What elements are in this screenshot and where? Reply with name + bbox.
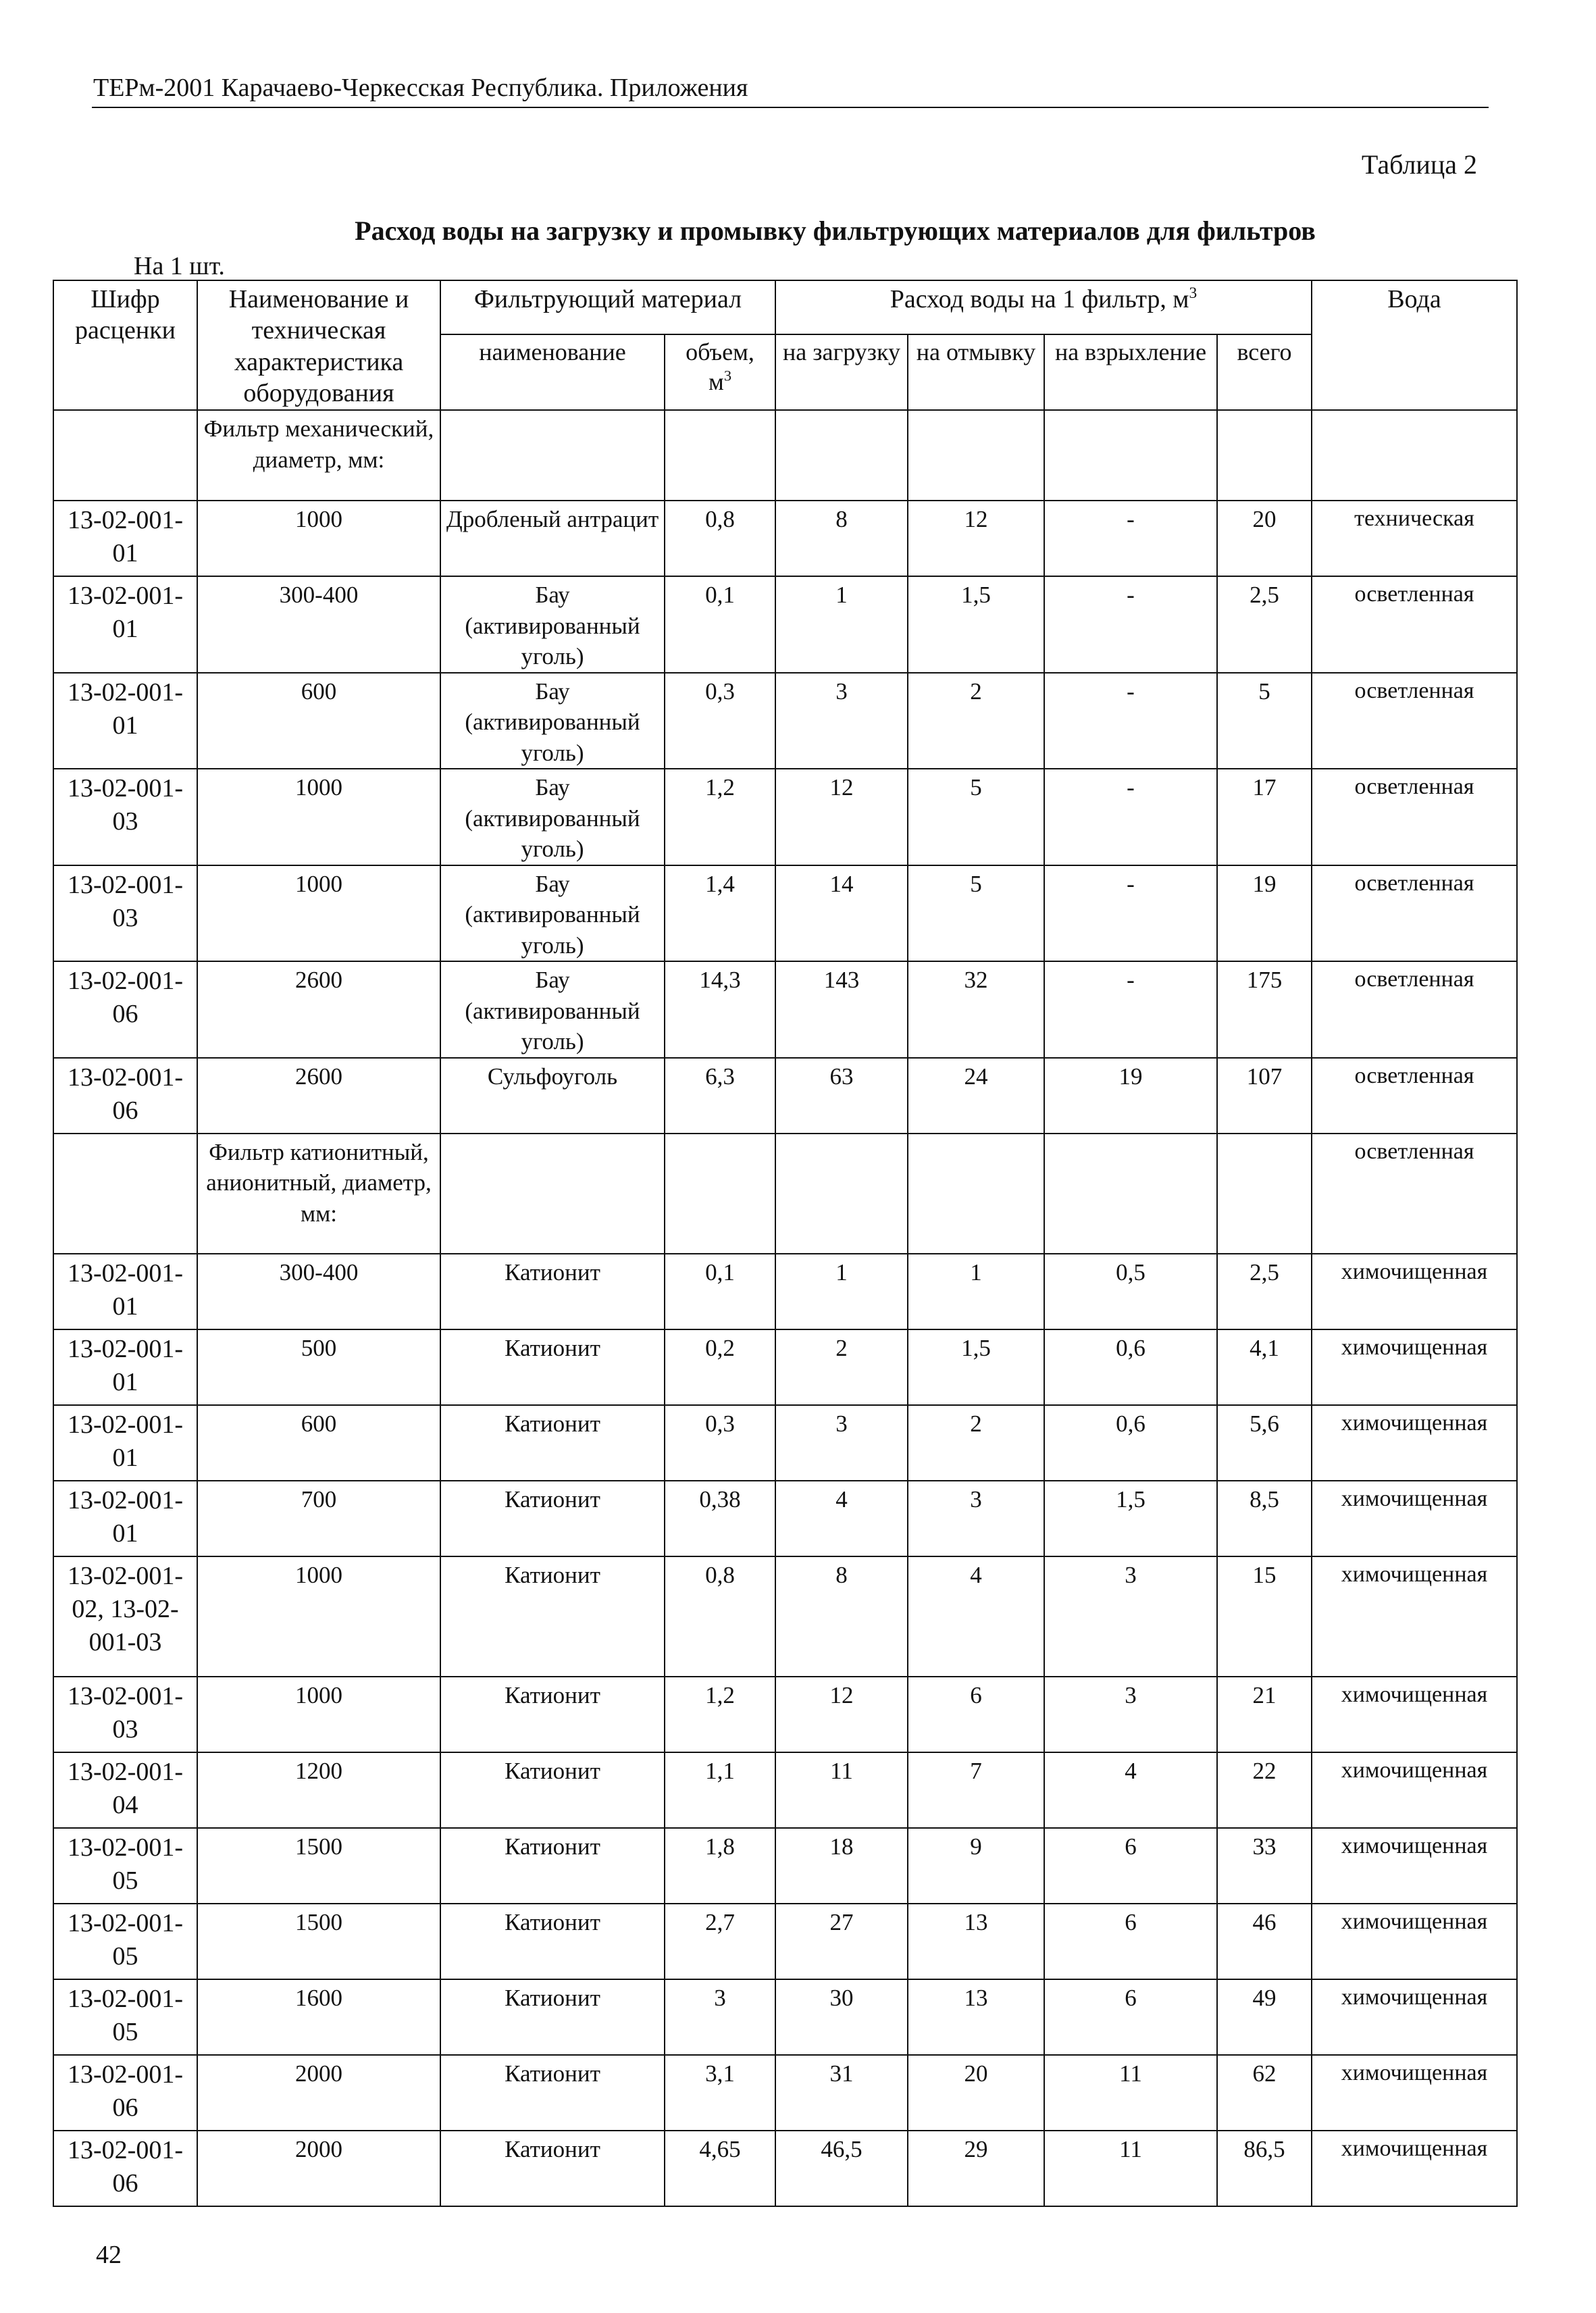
cell-loosen: 1,5 xyxy=(1044,1481,1217,1556)
cell-code: 13-02-001-01 xyxy=(53,673,197,769)
cell-material: Катионит xyxy=(440,2055,665,2131)
cell-load: 3 xyxy=(775,1405,908,1481)
cell-total: 5 xyxy=(1217,673,1312,769)
cell-load: 14 xyxy=(775,865,908,962)
table-row xyxy=(53,1134,1517,1254)
cell-load: 3 xyxy=(775,673,908,769)
cell-total: 22 xyxy=(1217,1752,1312,1828)
cell-volume: 0,8 xyxy=(665,501,775,576)
cell-water: техническая xyxy=(1312,501,1517,576)
cell-water: осветленная xyxy=(1312,865,1517,962)
cell-wash: 32 xyxy=(908,961,1044,1058)
cell-code: 13-02-001-05 xyxy=(53,1904,197,1979)
col-header-loosen: на взрыхление xyxy=(1044,334,1217,410)
cell-wash: 13 xyxy=(908,1979,1044,2055)
cell-wash: 24 xyxy=(908,1058,1044,1134)
cell-equipment: 1200 xyxy=(197,1752,440,1828)
cell-volume: 3,1 xyxy=(665,2055,775,2131)
cell-total: 62 xyxy=(1217,2055,1312,2131)
cell-total: 49 xyxy=(1217,1979,1312,2055)
cell-water: осветленная xyxy=(1312,769,1517,865)
cell-loosen: 0,6 xyxy=(1044,1329,1217,1405)
table-row xyxy=(53,501,1517,576)
cell-load: 12 xyxy=(775,1677,908,1752)
table-row xyxy=(53,1329,1517,1405)
table-row xyxy=(53,1828,1517,1904)
cell-wash xyxy=(908,1134,1044,1254)
cell-equipment: 1000 xyxy=(197,501,440,576)
table-title: Расход воды на загрузку и промывку фильтрующих материалов для фильтров xyxy=(355,215,1316,246)
cell-volume: 0,8 xyxy=(665,1556,775,1677)
cell-volume: 0,3 xyxy=(665,673,775,769)
cell-code: 13-02-001-01 xyxy=(53,1254,197,1329)
cell-load: 31 xyxy=(775,2055,908,2131)
cell-water xyxy=(1312,410,1517,501)
cell-material: Катионит xyxy=(440,1481,665,1556)
cell-equipment: 1000 xyxy=(197,1677,440,1752)
cell-volume: 0,2 xyxy=(665,1329,775,1405)
cell-water: осветленная xyxy=(1312,1058,1517,1134)
cell-code: 13-02-001-01 xyxy=(53,1329,197,1405)
table-row xyxy=(53,769,1517,865)
page-header: ТЕРм-2001 Карачаево-Черкесская Республика. Приложения xyxy=(93,74,748,102)
cell-loosen: - xyxy=(1044,501,1217,576)
table-row xyxy=(53,1677,1517,1752)
cell-code: 13-02-001-01 xyxy=(53,1481,197,1556)
cell-code xyxy=(53,1134,197,1254)
cell-load: 143 xyxy=(775,961,908,1058)
cell-water: химочищенная xyxy=(1312,1979,1517,2055)
cell-total: 17 xyxy=(1217,769,1312,865)
cell-water: осветленная xyxy=(1312,1134,1517,1254)
cell-code: 13-02-001-06 xyxy=(53,2131,197,2206)
table-row xyxy=(53,961,1517,1058)
cell-volume: 1,1 xyxy=(665,1752,775,1828)
header-rule xyxy=(92,107,1489,108)
cell-loosen: 0,5 xyxy=(1044,1254,1217,1329)
cell-wash: 6 xyxy=(908,1677,1044,1752)
cell-wash xyxy=(908,410,1044,501)
water-consumption-table xyxy=(53,280,1518,2207)
cell-volume: 0,1 xyxy=(665,576,775,673)
cell-load: 4 xyxy=(775,1481,908,1556)
cell-total: 4,1 xyxy=(1217,1329,1312,1405)
cell-water: осветленная xyxy=(1312,961,1517,1058)
cell-water: осветленная xyxy=(1312,673,1517,769)
cell-load: 27 xyxy=(775,1904,908,1979)
cell-water: осветленная xyxy=(1312,576,1517,673)
cell-equipment: 1600 xyxy=(197,1979,440,2055)
cell-material: Бау (активированный уголь) xyxy=(440,673,665,769)
cell-volume: 0,1 xyxy=(665,1254,775,1329)
table-row xyxy=(53,410,1517,501)
cell-equipment: Фильтр механический, диаметр, мм: xyxy=(197,410,440,501)
cell-wash: 4 xyxy=(908,1556,1044,1677)
cell-equipment: 700 xyxy=(197,1481,440,1556)
cell-total xyxy=(1217,410,1312,501)
cell-loosen: - xyxy=(1044,769,1217,865)
cell-volume: 2,7 xyxy=(665,1904,775,1979)
cell-material: Бау (активированный уголь) xyxy=(440,865,665,962)
cell-load xyxy=(775,410,908,501)
cell-total: 20 xyxy=(1217,501,1312,576)
cell-equipment: 2000 xyxy=(197,2131,440,2206)
cell-volume: 14,3 xyxy=(665,961,775,1058)
cell-loosen: 0,6 xyxy=(1044,1405,1217,1481)
cell-equipment: 300-400 xyxy=(197,576,440,673)
cell-code: 13-02-001-02, 13-02-001-03 xyxy=(53,1556,197,1677)
cell-loosen: 19 xyxy=(1044,1058,1217,1134)
cell-water: химочищенная xyxy=(1312,1481,1517,1556)
cell-material: Катионит xyxy=(440,1752,665,1828)
cell-equipment: Фильтр катионитный, анионитный, диаметр, мм: xyxy=(197,1134,440,1254)
cell-code: 13-02-001-01 xyxy=(53,576,197,673)
cell-equipment: 600 xyxy=(197,1405,440,1481)
col-header-load: на загрузку xyxy=(775,334,908,410)
cell-volume: 1,4 xyxy=(665,865,775,962)
cell-code: 13-02-001-04 xyxy=(53,1752,197,1828)
table-row xyxy=(53,1058,1517,1134)
cell-volume: 4,65 xyxy=(665,2131,775,2206)
cell-volume: 1,8 xyxy=(665,1828,775,1904)
table-row xyxy=(53,1481,1517,1556)
cell-material: Сульфоуголь xyxy=(440,1058,665,1134)
cell-total xyxy=(1217,1134,1312,1254)
cell-wash: 2 xyxy=(908,673,1044,769)
cell-total: 15 xyxy=(1217,1556,1312,1677)
table-row xyxy=(53,2055,1517,2131)
cell-equipment: 1000 xyxy=(197,769,440,865)
cell-code: 13-02-001-05 xyxy=(53,1979,197,2055)
consumption-unit-sup: 3 xyxy=(1189,284,1198,302)
cell-total: 8,5 xyxy=(1217,1481,1312,1556)
cell-load: 63 xyxy=(775,1058,908,1134)
table-row xyxy=(53,576,1517,673)
cell-loosen: - xyxy=(1044,865,1217,962)
cell-load: 8 xyxy=(775,501,908,576)
cell-load: 12 xyxy=(775,769,908,865)
cell-equipment: 1500 xyxy=(197,1904,440,1979)
cell-load: 1 xyxy=(775,576,908,673)
cell-load: 1 xyxy=(775,1254,908,1329)
cell-code: 13-02-001-06 xyxy=(53,961,197,1058)
cell-loosen: 3 xyxy=(1044,1556,1217,1677)
cell-loosen: 4 xyxy=(1044,1752,1217,1828)
cell-equipment: 1500 xyxy=(197,1828,440,1904)
cell-wash: 13 xyxy=(908,1904,1044,1979)
cell-loosen: - xyxy=(1044,673,1217,769)
cell-code xyxy=(53,410,197,501)
cell-wash: 5 xyxy=(908,769,1044,865)
cell-total: 175 xyxy=(1217,961,1312,1058)
cell-loosen: 11 xyxy=(1044,2131,1217,2206)
col-header-water: Вода xyxy=(1312,280,1517,410)
cell-water: химочищенная xyxy=(1312,1828,1517,1904)
cell-wash: 12 xyxy=(908,501,1044,576)
cell-load: 8 xyxy=(775,1556,908,1677)
cell-code: 13-02-001-01 xyxy=(53,1405,197,1481)
cell-total: 86,5 xyxy=(1217,2131,1312,2206)
cell-loosen xyxy=(1044,410,1217,501)
table-row xyxy=(53,1904,1517,1979)
table-row xyxy=(53,1556,1517,1677)
cell-wash: 1,5 xyxy=(908,576,1044,673)
cell-equipment: 1000 xyxy=(197,865,440,962)
col-header-equipment: Наименование и техническая характеристика оборудования xyxy=(197,280,440,410)
table-body xyxy=(53,410,1517,2206)
cell-equipment: 2600 xyxy=(197,1058,440,1134)
cell-material: Катионит xyxy=(440,1329,665,1405)
cell-material: Катионит xyxy=(440,1254,665,1329)
cell-load xyxy=(775,1134,908,1254)
table-row xyxy=(53,1979,1517,2055)
cell-load: 18 xyxy=(775,1828,908,1904)
cell-material: Катионит xyxy=(440,1904,665,1979)
cell-load: 46,5 xyxy=(775,2131,908,2206)
cell-water: химочищенная xyxy=(1312,1254,1517,1329)
cell-volume xyxy=(665,410,775,501)
table-row xyxy=(53,865,1517,962)
cell-loosen xyxy=(1044,1134,1217,1254)
cell-water: химочищенная xyxy=(1312,1677,1517,1752)
table-row xyxy=(53,1254,1517,1329)
cell-material: Катионит xyxy=(440,2131,665,2206)
cell-total: 2,5 xyxy=(1217,1254,1312,1329)
cell-total: 2,5 xyxy=(1217,576,1312,673)
cell-volume: 0,38 xyxy=(665,1481,775,1556)
cell-volume: 1,2 xyxy=(665,1677,775,1752)
col-header-material-volume xyxy=(665,334,775,410)
cell-water: химочищенная xyxy=(1312,1752,1517,1828)
cell-load: 30 xyxy=(775,1979,908,2055)
cell-loosen: - xyxy=(1044,961,1217,1058)
cell-wash: 1 xyxy=(908,1254,1044,1329)
cell-loosen: 6 xyxy=(1044,1904,1217,1979)
cell-loosen: - xyxy=(1044,576,1217,673)
cell-water: химочищенная xyxy=(1312,2055,1517,2131)
table-number: Таблица 2 xyxy=(1361,149,1477,180)
col-header-consumption-group xyxy=(775,280,1312,334)
cell-equipment: 1000 xyxy=(197,1556,440,1677)
cell-water: химочищенная xyxy=(1312,1556,1517,1677)
cell-material: Катионит xyxy=(440,1677,665,1752)
cell-total: 21 xyxy=(1217,1677,1312,1752)
consumption-group-label: Расход воды на 1 фильтр, м xyxy=(890,285,1189,313)
cell-equipment: 300-400 xyxy=(197,1254,440,1329)
cell-wash: 20 xyxy=(908,2055,1044,2131)
cell-material: Бау (активированный уголь) xyxy=(440,961,665,1058)
col-header-total: всего xyxy=(1217,334,1312,410)
cell-water: химочищенная xyxy=(1312,1904,1517,1979)
cell-material: Катионит xyxy=(440,1556,665,1677)
cell-material xyxy=(440,1134,665,1254)
cell-equipment: 500 xyxy=(197,1329,440,1405)
cell-volume: 0,3 xyxy=(665,1405,775,1481)
cell-water: химочищенная xyxy=(1312,1329,1517,1405)
cell-code: 13-02-001-01 xyxy=(53,501,197,576)
cell-loosen: 6 xyxy=(1044,1979,1217,2055)
cell-total: 19 xyxy=(1217,865,1312,962)
cell-code: 13-02-001-06 xyxy=(53,1058,197,1134)
cell-loosen: 6 xyxy=(1044,1828,1217,1904)
cell-material xyxy=(440,410,665,501)
cell-water: химочищенная xyxy=(1312,2131,1517,2206)
cell-loosen: 3 xyxy=(1044,1677,1217,1752)
cell-loosen: 11 xyxy=(1044,2055,1217,2131)
cell-wash: 29 xyxy=(908,2131,1044,2206)
cell-equipment: 600 xyxy=(197,673,440,769)
cell-load: 2 xyxy=(775,1329,908,1405)
cell-material: Катионит xyxy=(440,1405,665,1481)
cell-total: 46 xyxy=(1217,1904,1312,1979)
cell-equipment: 2000 xyxy=(197,2055,440,2131)
col-header-code: Шифр расценки xyxy=(53,280,197,410)
page-number: 42 xyxy=(96,2241,122,2269)
cell-wash: 3 xyxy=(908,1481,1044,1556)
cell-wash: 1,5 xyxy=(908,1329,1044,1405)
volume-unit-sup: 3 xyxy=(723,367,731,384)
cell-total: 33 xyxy=(1217,1828,1312,1904)
table-row xyxy=(53,1405,1517,1481)
cell-total: 107 xyxy=(1217,1058,1312,1134)
cell-code: 13-02-001-05 xyxy=(53,1828,197,1904)
col-header-material-group: Фильтрующий материал xyxy=(440,280,775,334)
cell-wash: 2 xyxy=(908,1405,1044,1481)
unit-note: На 1 шт. xyxy=(134,252,225,280)
volume-unit: м xyxy=(709,367,724,395)
cell-code: 13-02-001-03 xyxy=(53,769,197,865)
cell-volume: 1,2 xyxy=(665,769,775,865)
cell-volume xyxy=(665,1134,775,1254)
cell-total: 5,6 xyxy=(1217,1405,1312,1481)
cell-material: Катионит xyxy=(440,1979,665,2055)
volume-label: объем, xyxy=(686,338,754,365)
cell-code: 13-02-001-06 xyxy=(53,2055,197,2131)
col-header-wash: на отмывку xyxy=(908,334,1044,410)
table-row xyxy=(53,673,1517,769)
cell-wash: 7 xyxy=(908,1752,1044,1828)
cell-material: Катионит xyxy=(440,1828,665,1904)
table-row xyxy=(53,1752,1517,1828)
cell-wash: 9 xyxy=(908,1828,1044,1904)
col-header-material-name: наименование xyxy=(440,334,665,410)
cell-load: 11 xyxy=(775,1752,908,1828)
cell-material: Дробленый антрацит xyxy=(440,501,665,576)
cell-material: Бау (активированный уголь) xyxy=(440,769,665,865)
cell-volume: 3 xyxy=(665,1979,775,2055)
cell-water: химочищенная xyxy=(1312,1405,1517,1481)
cell-equipment: 2600 xyxy=(197,961,440,1058)
cell-volume: 6,3 xyxy=(665,1058,775,1134)
cell-code: 13-02-001-03 xyxy=(53,1677,197,1752)
cell-material: Бау (активированный уголь) xyxy=(440,576,665,673)
cell-code: 13-02-001-03 xyxy=(53,865,197,962)
cell-wash: 5 xyxy=(908,865,1044,962)
table-row xyxy=(53,2131,1517,2206)
